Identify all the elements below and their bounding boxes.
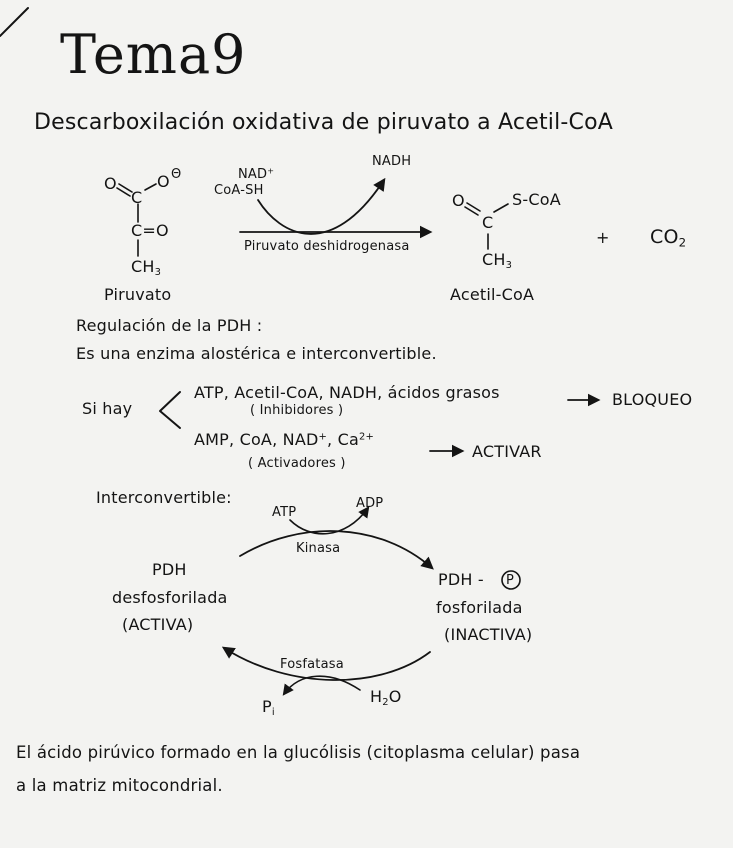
- pyruvate-double-bond: [117, 188, 130, 196]
- pdh-left-name: PDH: [152, 560, 187, 579]
- pdh-left-activity: (ACTIVA): [122, 615, 194, 634]
- h2o-label: $H_2O$: [370, 687, 402, 708]
- phosphate-mark: P: [506, 573, 515, 588]
- pyruvate-o-right: O: [157, 172, 170, 191]
- kinase-label: Kinasa: [296, 541, 341, 556]
- pyruvate-label: Piruvato: [104, 285, 172, 304]
- pdh-left-state: desfosforilada: [112, 588, 228, 607]
- acetylcoa-o: O: [452, 191, 465, 210]
- pyruvate-o-left: O: [104, 174, 117, 193]
- acetylcoa-label: Acetil-CoA: [450, 285, 535, 304]
- h2o-pi-curve: [284, 676, 360, 694]
- pdh-right-state: fosforilada: [436, 598, 523, 617]
- footer-line-2: a la matriz mitocondrial.: [16, 776, 223, 795]
- atp-label: ATP: [272, 505, 297, 520]
- regulation-heading: Regulación de la PDH :: [76, 316, 263, 335]
- inhibitors-caption: ( Inhibidores ): [250, 403, 344, 418]
- pyruvate-c2: C=O: [131, 221, 169, 240]
- footer-line-1: El ácido pirúvico formado en la glucólisis (citoplasma celular) pasa: [16, 743, 581, 762]
- nad-label: NAD+: [238, 166, 275, 182]
- page-title: Tema9: [60, 23, 247, 86]
- regulation-description: Es una enzima alostérica e interconvertible.: [76, 344, 437, 363]
- enzyme-label: Piruvato deshidrogenasa: [244, 239, 410, 254]
- phosphatase-label: Fosfatasa: [280, 657, 344, 672]
- si-hay-label: Si hay: [82, 399, 133, 418]
- interconversion-heading: Interconvertible:: [96, 488, 232, 507]
- nadh-label: NADH: [372, 154, 412, 169]
- activators-caption: ( Activadores ): [248, 456, 346, 471]
- acetylcoa-ch3: $CH_3$: [482, 250, 513, 271]
- corner-mark: [0, 8, 28, 36]
- cofactor-curve-arrow: [258, 180, 384, 234]
- activar-label: ACTIVAR: [472, 442, 542, 461]
- co2-label: $CO_2$: [650, 226, 687, 250]
- pi-label: $P_i$: [262, 697, 275, 718]
- bloqueo-label: BLOQUEO: [612, 390, 693, 409]
- pyruvate-charge: Θ: [171, 167, 182, 182]
- acetylcoa-scoa: S-CoA: [512, 190, 561, 209]
- activators-list: AMP, CoA, NAD+, $Ca^{2+}$: [194, 430, 374, 449]
- si-hay-bracket: [160, 392, 180, 428]
- pdh-right-name: PDH -: [438, 570, 484, 589]
- atp-adp-curve: [290, 508, 368, 534]
- pyruvate-ch3: $CH_3$: [131, 257, 162, 278]
- inhibitors-list: ATP, Acetil-CoA, NADH, ácidos grasos: [194, 383, 500, 402]
- plus-sign: +: [596, 228, 610, 247]
- adp-label: ADP: [356, 496, 384, 511]
- pyruvate-c1: C: [131, 188, 143, 207]
- coash-label: CoA-SH: [214, 183, 264, 198]
- acetylcoa-c: C: [482, 213, 494, 232]
- page-subtitle: Descarboxilación oxidativa de piruvato a Acetil-CoA: [34, 110, 613, 135]
- pdh-right-activity: (INACTIVA): [444, 625, 533, 644]
- pyruvate-bond-o: [145, 184, 156, 190]
